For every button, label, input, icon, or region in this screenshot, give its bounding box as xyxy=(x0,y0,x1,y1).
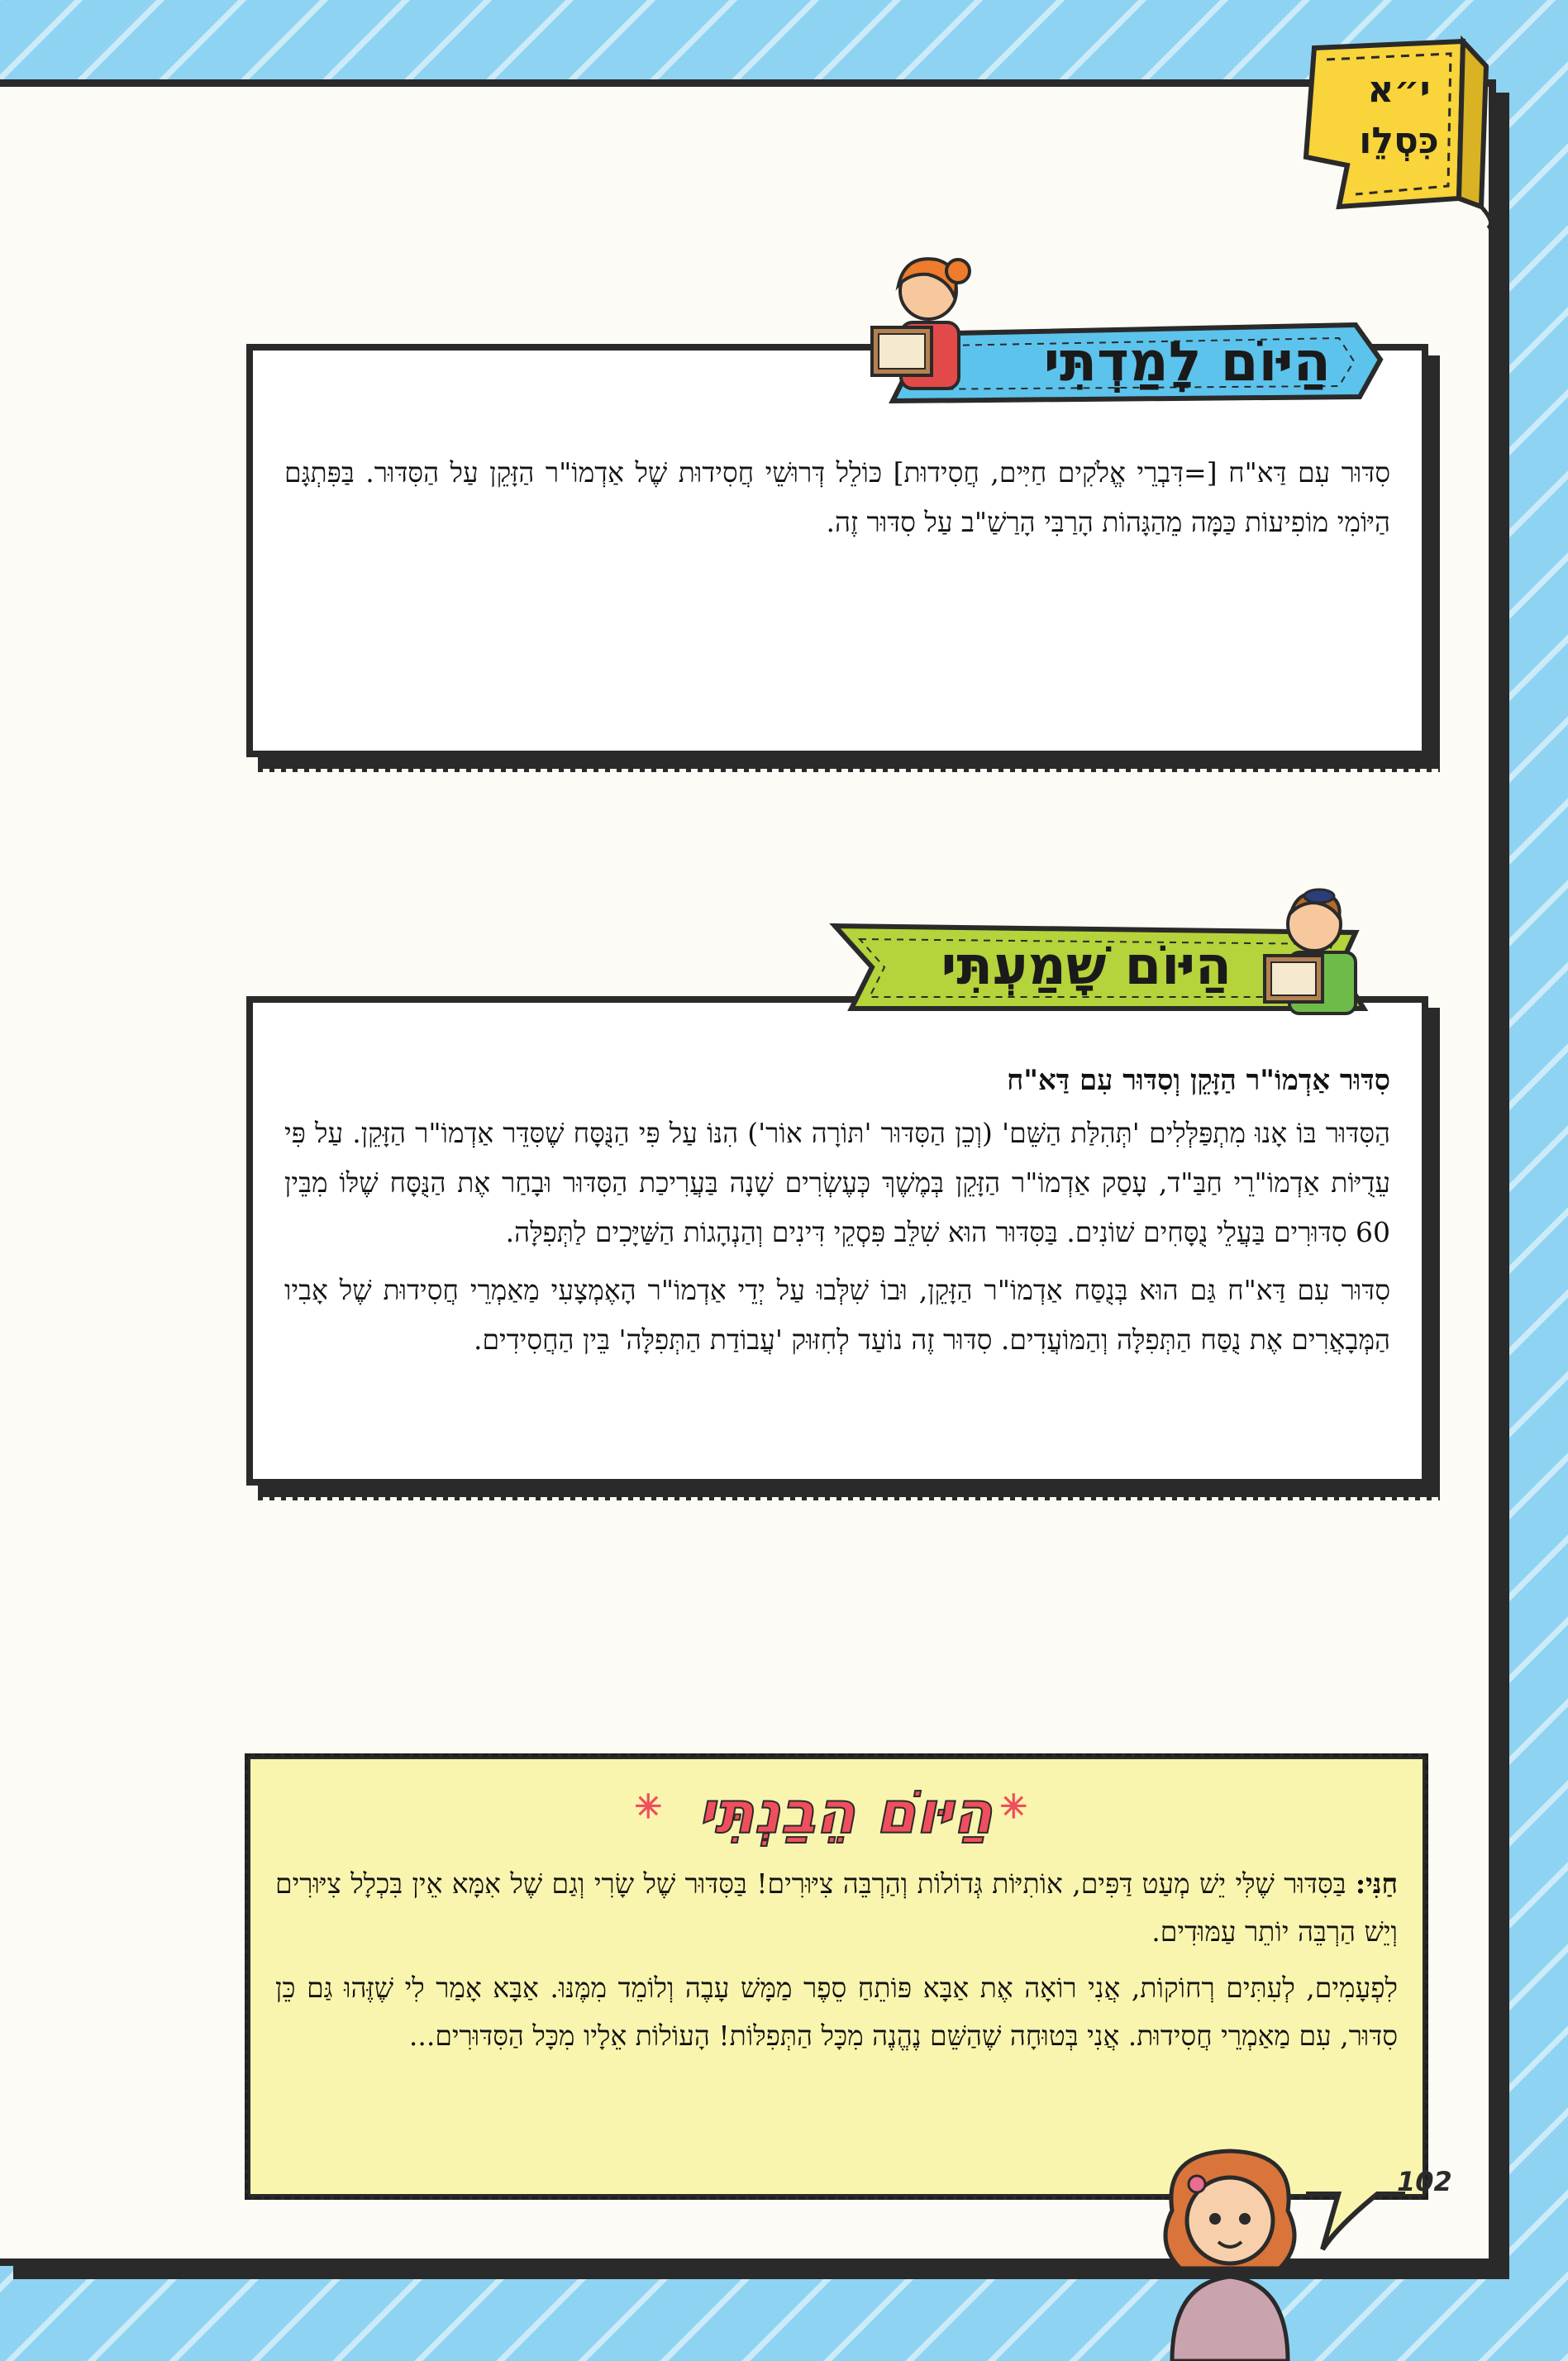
section-heard-paragraph-2: סִדּוּר עִם דַּא"ח גַּם הוּא בְּנֻסַּח אַדְמוֹ"ר הַזָּקֵן, וּבוֹ שִׁלְּבוּ עַל יְדֵי אַדְמוֹ"ר הָאֶמְצָעִי מַאַמְרֵי חֲסִידוּת שֶׁל אָבִיו הַמְּבָאֲרִים אֶת נֻסַּח הַתְּפִלָּה וְהַמּוֹעֲדִים. סִדּוּר זֶה נוֹעַד לְחִזּוּק 'עֲבוֹדַת הַתְּפִלָּה' בֵּין הַחֲסִידִים. xyxy=(284,1274,1390,1356)
girl-reading-icon xyxy=(855,248,979,393)
section-heard-paragraph-1: הַסִּדּוּר בּוֹ אָנוּ מִתְפַּלְּלִים 'תְּהִלַּת הַשֵּׁם' (וְכֵן הַסִּדּוּר 'תּוֹרָה אוֹר') הִנּוֹ עַל פִּי הַנֻּסָּח שֶׁסִּדֵּר אַדְמוֹ"ר הַזָּקֵן. עַל פִּי עֵדֻיּוֹת אַדְמוֹ"רֵי חַבַּ"ד, עָסַק אַדְמוֹ"ר הַזָּקֵן בְּמֶשֶׁךְ כְּעֶשְׂרִים שָׁנָה בַּעֲרִיכַת הַסִּדּוּר וּבָחַר אֶת הַנֻּסָּח שֶׁלּוֹ מִבֵּין 60 סִדּוּרִים בַּעֲלֵי נֻסָּחִים שׁוֹנִים. בַּסִּדּוּר הוּא שִׁלֵּב פִּסְקֵי דִּינִים וְהַנְהָגוֹת הַשַּׁיָּכִים לַתְּפִלָּה. xyxy=(284,1117,1390,1248)
section-heard-subtitle: סִדּוּר אַדְמוֹ"ר הַזָּקֵן וְסִדּוּר עִם דַּא"ח xyxy=(1007,1064,1390,1097)
section-heard-title: הַיּוֹם שָׁמַעְתִּי xyxy=(941,936,1232,997)
section-understood-box xyxy=(245,1753,1428,2200)
date-month: כִּסְלֵו xyxy=(1359,120,1439,162)
speech-bubble-tail xyxy=(1306,2192,1405,2258)
section-heard-box xyxy=(246,996,1428,1486)
girl-speaker-icon xyxy=(1147,2144,1313,2361)
sparkle-left-icon: ✳ xyxy=(634,1787,662,1826)
section-understood-title: הַיּוֹם הֵבַנְתִּי xyxy=(698,1779,993,1847)
speaker-name: חַנִּי: xyxy=(1355,1867,1398,1900)
date-day: י״א xyxy=(1367,69,1431,111)
sparkle-right-icon: ✳ xyxy=(999,1787,1027,1826)
boy-reading-icon xyxy=(1256,885,1372,1017)
section-learned-title: הַיּוֹם לָמַדְתִּי xyxy=(1043,330,1331,394)
section-learned-text: סִדּוּר עִם דַּא"ח [=דִּבְרֵי אֱלֹקִים חַיִּים, חֲסִידוּת] כּוֹלֵל דְּרוּשֵׁי חֲסִידוּת שֶׁל אַדְמוֹ"ר הַזָּקֵן עַל הַסִּדּוּר. בַּפִּתְגָּם הַיּוֹמִי מוֹפִיעוֹת כַּמָּה מֵהַגָּהוֹת הָרַבִּי הָרַשַׁ"ב עַל סִדּוּר זֶה. xyxy=(284,456,1390,538)
page-number: 102 xyxy=(1397,2166,1452,2197)
paragraph-1-text: בַּסִּדּוּר שֶׁלִּי יֵשׁ מְעַט דַּפִּים, אוֹתִיּוֹת גְּדוֹלוֹת וְהַרְבֵּה צִיּוּרִים! בַּסִּדּוּר שֶׁל שָׂרִי וְגַם שֶׁל אִמָּא אֵין בִּכְלָל צִיּוּרִים וְיֵשׁ הַרְבֵּה יוֹתֵר עַמּוּדִים. xyxy=(275,1867,1398,1948)
section-understood-paragraph-1 xyxy=(275,1860,1398,1956)
section-understood-paragraph-2: לִפְעָמִים, לְעִתִּים רְחוֹקוֹת, אֲנִי רוֹאָה אֶת אַבָּא פּוֹתֵחַ סֵפֶר מַמָּשׁ עָבֶה וְלוֹמֵד מִמֶּנּוּ. אַבָּא אָמַר לִי שֶׁזֶּהוּ גַּם כֵּן סִדּוּר, עִם מַאַמְרֵי חֲסִידוּת. אֲנִי בְּטוּחָה שֶׁהַשֵּׁם נֶהֱנֶה מִכָּל הַתְּפִלּוֹת! הָעוֹלוֹת אֵלָיו מִכָּל הַסִּדּוּרִים... xyxy=(275,1972,1398,2052)
date-flag xyxy=(1289,33,1508,230)
